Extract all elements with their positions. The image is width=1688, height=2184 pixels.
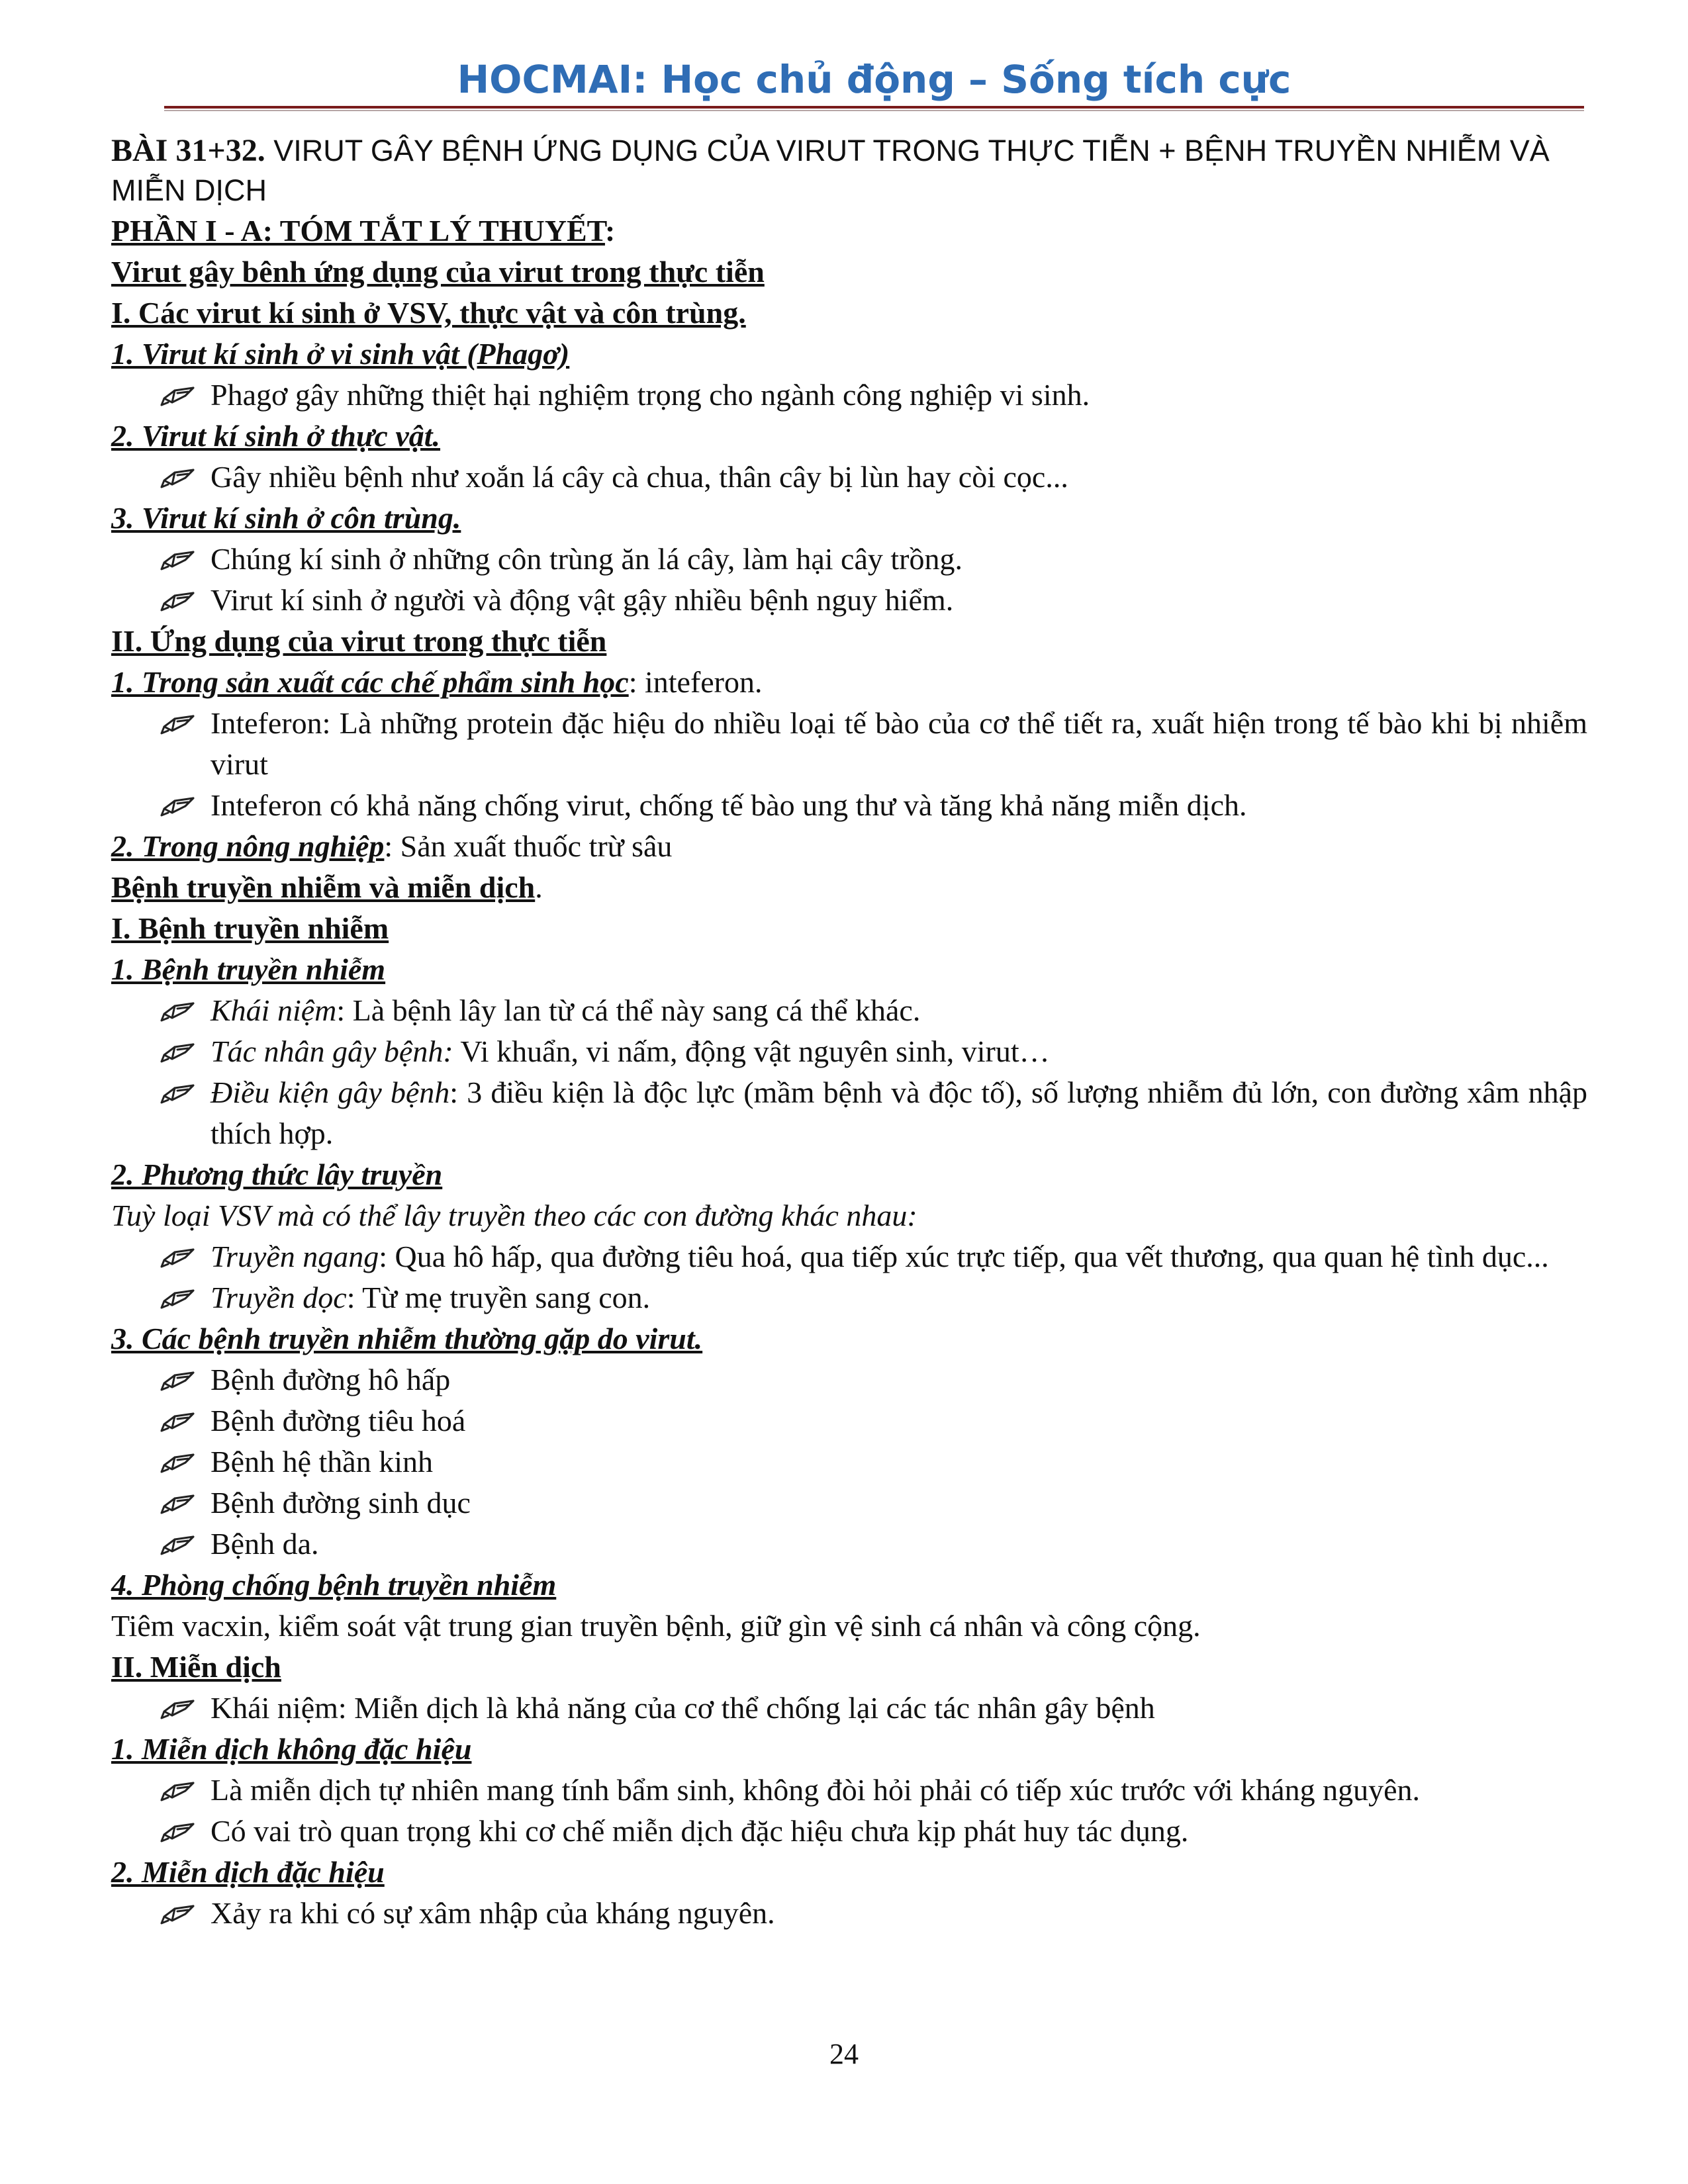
list-item [111, 1400, 1587, 1441]
list-item [111, 1482, 1587, 1524]
writing-hand-icon [159, 1361, 199, 1400]
list-item-text: Có vai trò quan trọng khi cơ chế miễn dịch đặc hiệu chưa kịp phát huy tác dụng. [211, 1814, 1189, 1848]
list-item-text: : Qua hô hấp, qua đường tiêu hoá, qua tiếp xúc trực tiếp, qua vết thương, qua quan hệ tình dục... [379, 1240, 1549, 1273]
writing-hand-icon [159, 1032, 199, 1072]
list-item [111, 1236, 1587, 1277]
document-body [111, 131, 1587, 1934]
list-item-label: Điều kiện gây bệnh [211, 1075, 450, 1109]
list-item [111, 1524, 1587, 1565]
lesson-title [111, 131, 1587, 210]
header [164, 53, 1584, 106]
writing-hand-icon [159, 1443, 199, 1482]
transmission-intro: Tuỳ loại VSV mà có thể lây truyền theo các con đường khác nhau: [111, 1199, 917, 1232]
list-item [111, 1277, 1587, 1318]
heading-II-immunity: II. Miễn dịch [111, 1650, 281, 1684]
subheading-bio-products-rest: : inteferon. [628, 665, 763, 699]
list-item-text: Bệnh đường hô hấp [211, 1363, 451, 1396]
subheading-agriculture-rest: : Sản xuất thuốc trừ sâu [384, 829, 673, 863]
list-item [111, 580, 1587, 621]
list-item [111, 457, 1587, 498]
subheading-bio-products-text: 1. Trong sản xuất các chế phẩm sinh học [111, 665, 629, 699]
list-item-text: Bệnh hệ thần kinh [211, 1445, 433, 1479]
list-item [111, 785, 1587, 826]
list-item-text: Là miễn dịch tự nhiên mang tính bẩm sinh, không đòi hỏi phải có tiếp xúc trước với kháng nguyên. [211, 1773, 1421, 1807]
writing-hand-icon [159, 1279, 199, 1318]
list-item-text: Chúng kí sinh ở những côn trùng ăn lá cây, làm hại cây trồng. [211, 542, 962, 576]
list-item-label: Truyền ngang [211, 1240, 379, 1273]
list-item [111, 1072, 1587, 1154]
subheading-prevention: 4. Phòng chống bệnh truyền nhiễm [111, 1568, 557, 1602]
lesson-number: BÀI 31+32. [111, 133, 265, 168]
writing-hand-icon [159, 1484, 199, 1524]
list-item [111, 375, 1587, 416]
list-item-text: : 3 điều kiện là độc lực (mầm bệnh và độc tố), số lượng nhiễm đủ lớn, con đường xâm nhập thích hợp. [211, 1075, 1587, 1150]
writing-hand-icon [159, 376, 199, 416]
list-item-text: Vi khuẩn, vi nấm, động vật nguyên sinh, virut… [453, 1034, 1050, 1068]
list-item-text: : Là bệnh lây lan từ cá thể này sang cá thể khác. [336, 993, 921, 1027]
list-item-text: Xảy ra khi có sự xâm nhập của kháng nguyên. [211, 1896, 775, 1930]
list-item-text: Inteferon: Là những protein đặc hiệu do nhiều loại tế bào của cơ thể tiết ra, xuất hiện trong tế bào khi bị nhiễm virut [211, 706, 1587, 781]
subheading-infectious-disease: 1. Bệnh truyền nhiễm [111, 952, 386, 986]
list-item [111, 703, 1587, 785]
writing-hand-icon [159, 1402, 199, 1441]
writing-hand-icon [159, 1894, 199, 1934]
list-item [111, 1031, 1587, 1072]
writing-hand-icon [159, 1689, 199, 1729]
writing-hand-icon [159, 540, 199, 580]
part-heading-text: PHẦN I - A: TÓM TẮT LÝ THUYẾT [111, 214, 605, 248]
list-item [111, 539, 1587, 580]
list-item-text: Bệnh da. [211, 1527, 319, 1561]
section1-title: Virut gây bênh ứng dụng của virut trong thực tiễn [111, 255, 765, 289]
writing-hand-icon [159, 1812, 199, 1852]
writing-hand-icon [159, 1771, 199, 1811]
header-title: HOCMAI: Học chủ động – Sống tích cực [457, 57, 1291, 102]
subheading-transmission: 2. Phương thức lây truyền [111, 1158, 443, 1191]
list-item [111, 1893, 1587, 1934]
list-item [111, 990, 1587, 1031]
list-item-text: Inteferon có khả năng chống virut, chống tế bào ung thư và tăng khả năng miễn dịch. [211, 788, 1247, 822]
heading-II-applications: II. Ứng dụng của virut trong thực tiễn [111, 624, 607, 658]
list-item [111, 1770, 1587, 1811]
writing-hand-icon [159, 458, 199, 498]
list-item [111, 1359, 1587, 1400]
part-heading-colon: : [604, 214, 616, 248]
subheading-plant: 2. Virut kí sinh ở thực vật. [111, 419, 441, 453]
lesson-title-text: VIRUT GÂY BỆNH ỨNG DỤNG CỦA VIRUT TRONG THỰC TIỄN + BỆNH TRUYỀN NHIỄM VÀ MIỄN DỊCH [111, 134, 1550, 207]
page-number: 24 [829, 2038, 859, 2070]
section2-title-dot: . [535, 870, 543, 904]
heading-I-infectious: I. Bệnh truyền nhiễm [111, 911, 389, 945]
subheading-specific-immunity: 2. Miễn dịch đặc hiệu [111, 1855, 385, 1889]
writing-hand-icon [159, 581, 199, 621]
writing-hand-icon [159, 991, 199, 1031]
list-item-text: Khái niệm: Miễn dịch là khả năng của cơ thể chống lại các tác nhân gây bệnh [211, 1691, 1155, 1725]
list-item-label: Tác nhân gây bệnh: [211, 1034, 453, 1068]
list-item [111, 1441, 1587, 1482]
subheading-nonspecific-immunity: 1. Miễn dịch không đặc hiệu [111, 1732, 472, 1766]
list-item-text: Virut kí sinh ở người và động vật gậy nhiều bệnh nguy hiểm. [211, 583, 954, 617]
list-item-label: Truyền dọc [211, 1281, 347, 1314]
writing-hand-icon [159, 1073, 199, 1113]
subheading-bio-products [111, 662, 1587, 703]
writing-hand-icon [159, 786, 199, 826]
header-rule [164, 106, 1584, 113]
list-item-label: Khái niệm [211, 993, 337, 1027]
writing-hand-icon [159, 1525, 199, 1565]
list-item [111, 1811, 1587, 1852]
list-item-text: : Từ mẹ truyền sang con. [346, 1281, 651, 1314]
list-item-text: Gây nhiều bệnh như xoắn lá cây cà chua, thân cây bị lùn hay còi cọc... [211, 460, 1068, 494]
subheading-phago: 1. Virut kí sinh ở vi sinh vật (Phagơ) [111, 337, 570, 371]
section2-title-text: Bệnh truyền nhiễm và miễn dịch [111, 870, 536, 904]
subheading-common-diseases: 3. Các bệnh truyền nhiễm thường gặp do virut. [111, 1322, 703, 1355]
writing-hand-icon [159, 704, 199, 744]
heading-I-virus-parasites: I. Các virut kí sinh ở VSV, thực vật và côn trùng. [111, 296, 746, 330]
writing-hand-icon [159, 1238, 199, 1277]
part-heading [111, 210, 1587, 251]
prevention-text: Tiêm vacxin, kiểm soát vật trung gian truyền bệnh, giữ gìn vệ sinh cá nhân và công cộng. [111, 1609, 1201, 1643]
list-item [111, 1688, 1587, 1729]
subheading-agriculture [111, 826, 1587, 867]
list-item-text: Bệnh đường sinh dục [211, 1486, 471, 1520]
subheading-agriculture-text: 2. Trong nông nghiệp [111, 829, 385, 863]
list-item-text: Phagơ gây những thiệt hại nghiệm trọng cho ngành công nghiệp vi sinh. [211, 378, 1090, 412]
section2-title [111, 867, 1587, 908]
list-item-text: Bệnh đường tiêu hoá [211, 1404, 466, 1437]
subheading-insect: 3. Virut kí sinh ở côn trùng. [111, 501, 461, 535]
